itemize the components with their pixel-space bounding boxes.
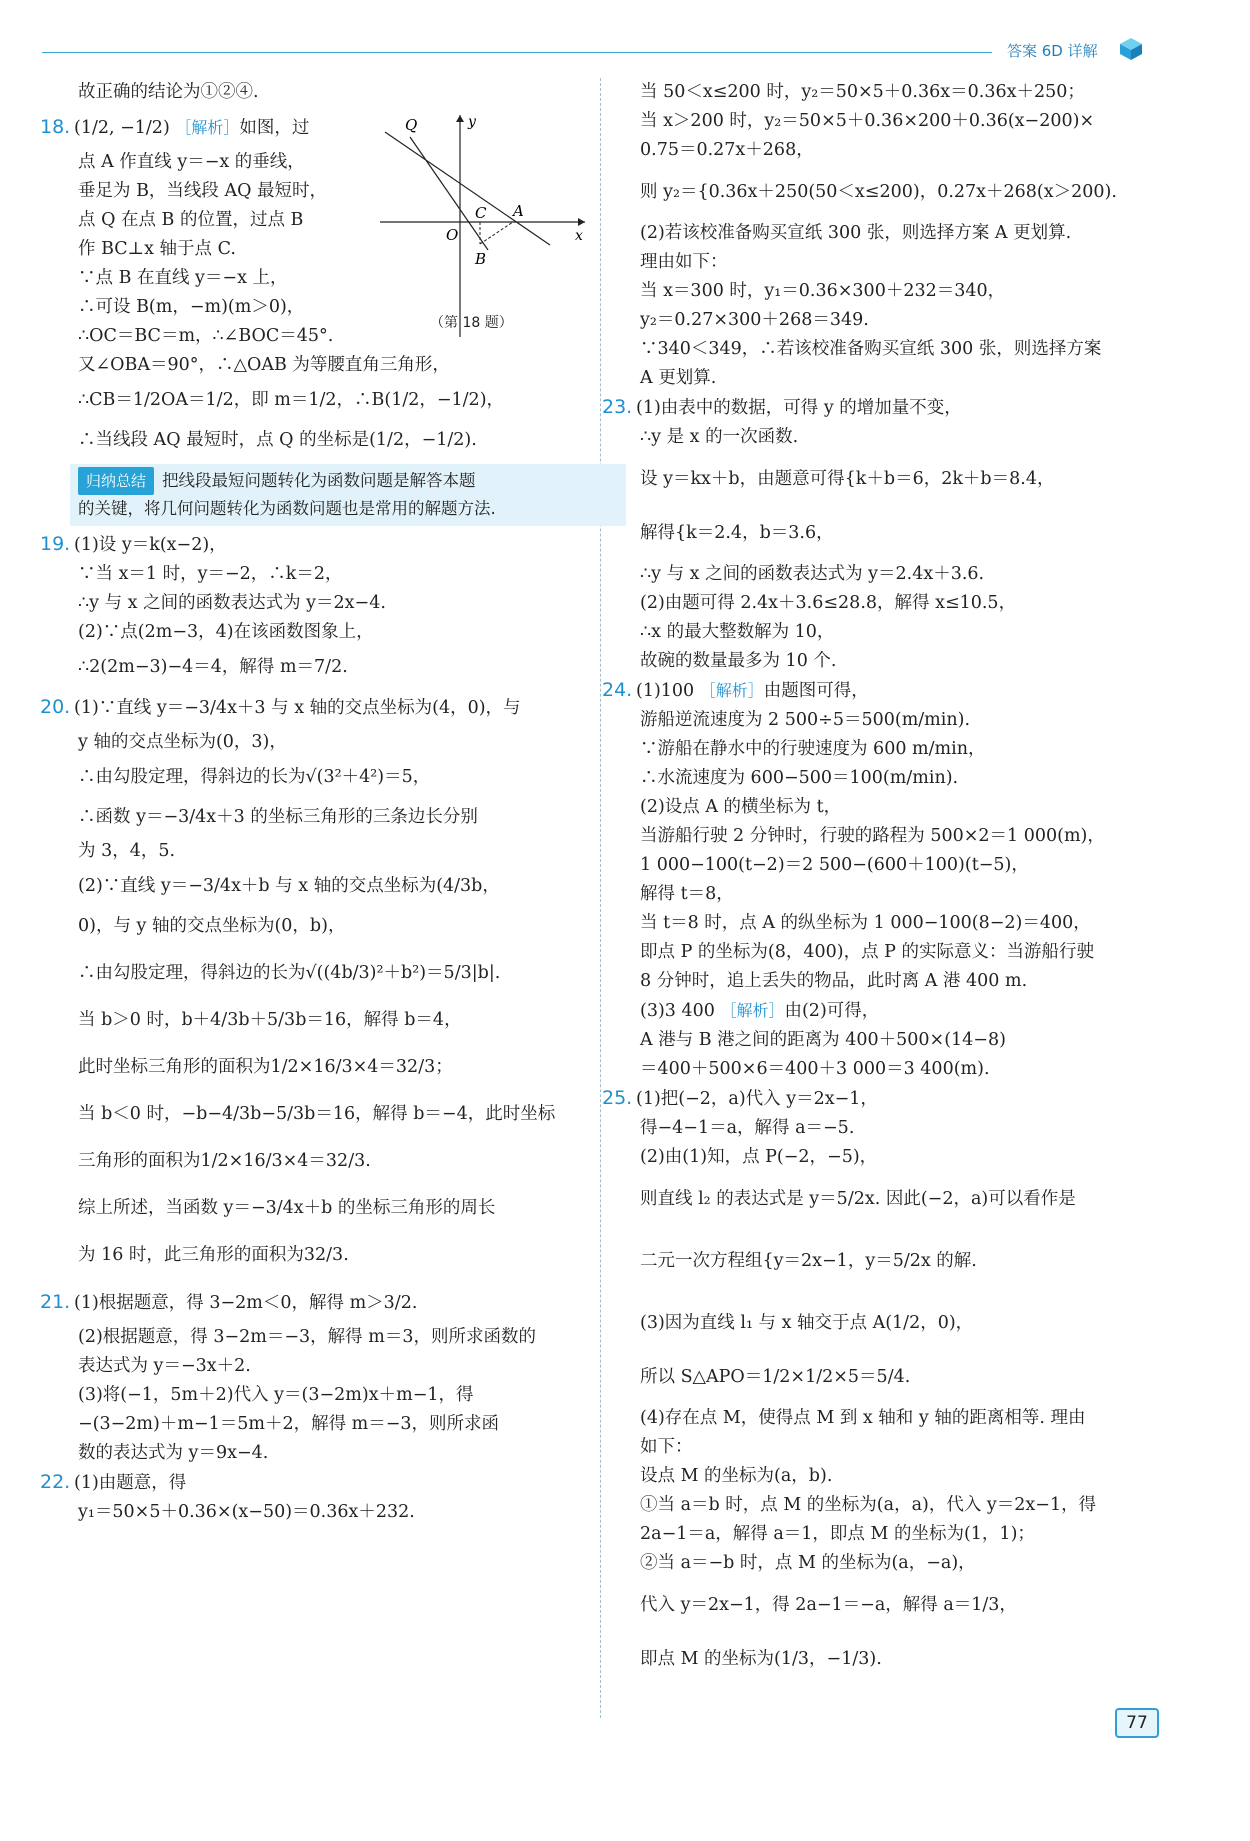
question-22-header — [40, 1468, 590, 1498]
answer-text: (3)3 400 — [640, 1001, 715, 1021]
figure-caption: （第 18 题） — [430, 315, 513, 331]
text-line: 当 50＜x≤200 时，y₂＝50×5＋0.36x＝0.36x＋250； — [640, 82, 1085, 102]
text-line: 此时坐标三角形的面积为1/2×16/3×4＝32/3； — [78, 1057, 453, 1077]
analysis-tag: ［解析］ — [720, 1001, 785, 1020]
text-line: (1)由题意，得 — [74, 1473, 187, 1493]
answer-text: (1/2, −1/2) — [74, 118, 170, 138]
text-line: ∴可设 B(m，−m)(m＞0)， — [78, 297, 305, 317]
text-line: −(3−2m)＋m−1＝5m＋2，解得 m＝−3，则所求函 — [78, 1414, 500, 1434]
text-line: 代入 y＝2x−1，得 2a−1＝−a，解得 a＝1/3， — [640, 1595, 1017, 1615]
text-line: 故正确的结论为①②④. — [78, 82, 259, 102]
label-q: Q — [405, 116, 418, 134]
question-number: 20. — [40, 696, 71, 718]
text-line: 则直线 l₂ 的表达式是 y＝5/2x. 因此(−2，a)可以看作是 — [640, 1189, 1076, 1209]
text-line: (2)由(1)知，点 P(−2，−5)， — [640, 1147, 878, 1167]
text-line: ∴由勾股定理，得斜边的长为√((4b/3)²＋b²)＝5/3|b|. — [78, 963, 501, 983]
text-line: (2)设点 A 的横坐标为 t， — [640, 797, 842, 817]
question-21-header — [40, 1282, 590, 1323]
text-line: ∴由勾股定理，得斜边的长为√(3²＋4²)＝5， — [78, 767, 431, 787]
question-number: 18. — [40, 116, 71, 138]
question-number: 24. — [602, 679, 633, 701]
label-y: y — [468, 114, 476, 130]
text-line: 设 y＝kx＋b，由题意可得{k＋b＝6，2k＋b＝8.4， — [640, 469, 1055, 489]
summary-text: 把线段最短问题转化为函数问题是解答本题 — [162, 471, 476, 490]
text-line: ∴函数 y＝−3/4x＋3 的坐标三角形的三条边长分别 — [78, 807, 478, 827]
text-line: (2)由题可得 2.4x＋3.6≤28.8，解得 x≤10.5， — [640, 593, 1017, 613]
text-line: 数的表达式为 y＝9x−4. — [78, 1443, 269, 1463]
text-line: 故碗的数量最多为 10 个. — [640, 651, 837, 671]
text-line: ②当 a＝−b 时，点 M 的坐标为(a，−a)， — [640, 1553, 976, 1573]
summary-text: 的关键，将几何问题转化为函数问题也是常用的解题方法. — [78, 499, 496, 518]
segment-ba — [480, 222, 513, 244]
text-line: y₁＝50×5＋0.36×(x−50)＝0.36x＋232. — [78, 1502, 415, 1522]
text-line: 作 BC⊥x 轴于点 C. — [78, 239, 236, 259]
text-line: 0.75＝0.27x＋268， — [640, 140, 814, 160]
text-line: 得−4−1＝a，解得 a＝−5. — [640, 1118, 855, 1138]
question-19-header — [40, 530, 590, 560]
text-line: 2a−1＝a，解得 a＝1，即点 M 的坐标为(1，1)； — [640, 1524, 1035, 1544]
text-line: 解得 t＝8， — [640, 884, 734, 904]
text-line: (4)存在点 M，使得点 M 到 x 轴和 y 轴的距离相等. 理由 — [640, 1408, 1086, 1428]
text-line: 为 3，4，5. — [78, 841, 176, 861]
text-line: 则 y₂＝{0.36x＋250(50＜x≤200)，0.27x＋268(x＞200). — [640, 182, 1117, 202]
summary-badge: 归纳总结 — [78, 467, 154, 495]
label-b: B — [475, 250, 487, 268]
right-column — [602, 78, 1160, 1686]
text-line: ①当 a＝b 时，点 M 的坐标为(a，a)，代入 y＝2x−1，得 — [640, 1495, 1097, 1515]
text-line: 设点 M 的坐标为(a，b). — [640, 1466, 833, 1486]
text-line: (2)根据题意，得 3−2m＝−3，解得 m＝3，则所求函数的 — [78, 1327, 536, 1347]
answer-text: (1)100 — [636, 681, 695, 701]
text-line: 三角形的面积为1/2×16/3×4＝32/3. — [78, 1151, 371, 1171]
text-line: (2)∵点(2m−3，4)在该函数图象上， — [78, 622, 374, 642]
header-rule — [42, 52, 992, 53]
text-line: (2)若该校准备购买宣纸 300 张，则选择方案 A 更划算. — [640, 223, 1072, 243]
label-c: C — [475, 204, 487, 222]
text-line: ∴OC＝BC＝m，∴∠BOC＝45°. — [78, 326, 334, 346]
header-title: 答案 6D 详解 — [1007, 42, 1098, 60]
text-line: ∴2(2m−3)−4＝4，解得 m＝7/2. — [78, 657, 348, 677]
text-line: 游船逆流速度为 2 500÷5＝500(m/min). — [640, 710, 971, 730]
text-line: y₂＝0.27×300＋268＝349. — [640, 310, 869, 330]
question-number: 23. — [602, 396, 633, 418]
text-line: ∴x 的最大整数解为 10， — [640, 622, 835, 642]
y-axis-arrow — [456, 115, 464, 122]
text-line: 又∠OBA＝90°，∴△OAB 为等腰直角三角形， — [78, 355, 450, 375]
text-line: 由(2)可得， — [784, 1001, 880, 1021]
text-line: A 更划算. — [640, 368, 717, 388]
text-line: 当 x＝300 时，y₁＝0.36×300＋232＝340， — [640, 281, 1006, 301]
text-line: 所以 S△APO＝1/2×1/2×5＝5/4. — [640, 1367, 911, 1387]
text-line: ∵点 B 在直线 y＝−x 上， — [78, 268, 288, 288]
text-line: 当 b＜0 时，−b−4/3b−5/3b＝16，解得 b＝−4，此时坐标 — [78, 1104, 556, 1124]
text-line: (1)根据题意，得 3−2m＜0，解得 m＞3/2. — [74, 1293, 418, 1313]
text-line: 如图，过 — [239, 118, 310, 138]
text-line: 即点 P 的坐标为(8，400)，点 P 的实际意义：当游船行驶 — [640, 942, 1094, 962]
text-line: (3)将(−1，5m＋2)代入 y＝(3−2m)x＋m−1，得 — [78, 1385, 474, 1405]
text-line: ∵340＜349，∴若该校准备购买宣纸 300 张，则选择方案 — [640, 339, 1102, 359]
text-line — [640, 996, 1160, 1026]
text-line: 当 b＞0 时，b＋4/3b＋5/3b＝16，解得 b＝4， — [78, 1010, 462, 1030]
text-line: (3)因为直线 l₁ 与 x 轴交于点 A(1/2，0)， — [640, 1313, 974, 1333]
summary-box — [70, 464, 626, 526]
text-line: 0)，与 y 轴的交点坐标为(0，b)， — [78, 916, 346, 936]
question-number: 22. — [40, 1471, 71, 1493]
question-24-header — [602, 676, 1160, 706]
text-line: 当游船行驶 2 分钟时，行驶的路程为 500×2＝1 000(m)， — [640, 826, 1105, 846]
text-line: 点 Q 在点 B 的位置，过点 B — [78, 210, 304, 230]
x-axis-arrow — [578, 218, 585, 226]
question-number: 19. — [40, 533, 71, 555]
text-line: 即点 M 的坐标为(1/3，−1/3). — [640, 1649, 882, 1669]
text-line: ∴CB＝1/2OA＝1/2，即 m＝1/2，∴B(1/2，−1/2)， — [78, 390, 505, 410]
text-line: ∴y 与 x 之间的函数表达式为 y＝2x−4. — [78, 593, 386, 613]
text-line: ∴水流速度为 600−500＝100(m/min). — [640, 768, 959, 788]
text-line: 解得{k＝2.4，b＝3.6， — [640, 523, 834, 543]
label-o: O — [446, 226, 459, 244]
column-divider — [600, 78, 601, 1718]
text-line: 二元一次方程组{y＝2x−1，y＝5/2x 的解. — [640, 1251, 977, 1271]
label-x: x — [575, 228, 583, 244]
text-line: 点 A 作直线 y＝−x 的垂线， — [78, 152, 305, 172]
text-line: 如下： — [640, 1437, 693, 1457]
text-line: ∴当线段 AQ 最短时，点 Q 的坐标是(1/2，−1/2). — [78, 430, 477, 450]
text-line: (1)把(−2，a)代入 y＝2x−1， — [636, 1089, 878, 1109]
question-number: 25. — [602, 1087, 633, 1109]
text-line: 1 000−100(t−2)＝2 500−(600＋100)(t−5)， — [640, 855, 1029, 875]
text-line: (2)∵直线 y＝−3/4x＋b 与 x 轴的交点坐标为(4/3b， — [78, 876, 500, 896]
text-line: 为 16 时，此三角形的面积为32/3. — [78, 1245, 349, 1265]
text-line: (1)设 y＝k(x−2)， — [74, 535, 227, 555]
text-line: ∵当 x＝1 时，y＝−2，∴k＝2， — [78, 564, 343, 584]
line-through-a — [385, 132, 550, 245]
text-line: ∴y 与 x 之间的函数表达式为 y＝2.4x＋3.6. — [640, 564, 985, 584]
text-line: 表达式为 y＝−3x＋2. — [78, 1356, 251, 1376]
question-25-header — [602, 1084, 1160, 1114]
analysis-tag: ［解析］ — [699, 681, 764, 700]
text-line: (1)∵直线 y＝−3/4x＋3 与 x 轴的交点坐标为(4，0)，与 — [74, 698, 521, 718]
text-line: ∴y 是 x 的一次函数. — [640, 427, 799, 447]
text-line: A 港与 B 港之间的距离为 400＋500×(14−8) — [640, 1030, 1006, 1050]
text-line: (1)由表中的数据，可得 y 的增加量不变， — [636, 398, 962, 418]
text-line: 当 x＞200 时，y₂＝50×5＋0.36×200＋0.36(x−200)× — [640, 111, 1095, 131]
analysis-tag: ［解析］ — [175, 118, 240, 137]
question-number: 21. — [40, 1291, 71, 1313]
question-23-header — [602, 393, 1160, 423]
text-line: 综上所述，当函数 y＝−3/4x＋b 的坐标三角形的周长 — [78, 1198, 496, 1218]
text-line: ∵游船在静水中的行驶速度为 600 m/min， — [640, 739, 986, 759]
text-line: 8 分钟时，追上丢失的物品，此时离 A 港 400 m. — [640, 971, 1028, 991]
text-line: 垂足为 B，当线段 AQ 最短时， — [78, 181, 328, 201]
text-line: 当 t＝8 时，点 A 的纵坐标为 1 000−100(8−2)＝400， — [640, 913, 1091, 933]
cube-logo-icon — [1118, 36, 1144, 62]
coordinate-figure — [380, 112, 590, 342]
label-a: A — [513, 202, 524, 220]
text-line: 理由如下： — [640, 252, 728, 272]
text-line: y 轴的交点坐标为(0，3)， — [78, 732, 287, 752]
text-line: ＝400＋500×6＝400＋3 000＝3 400(m). — [640, 1059, 990, 1079]
text-line: 由题图可得， — [763, 681, 869, 701]
page-number: 77 — [1115, 1708, 1159, 1738]
question-20-header — [40, 687, 590, 728]
